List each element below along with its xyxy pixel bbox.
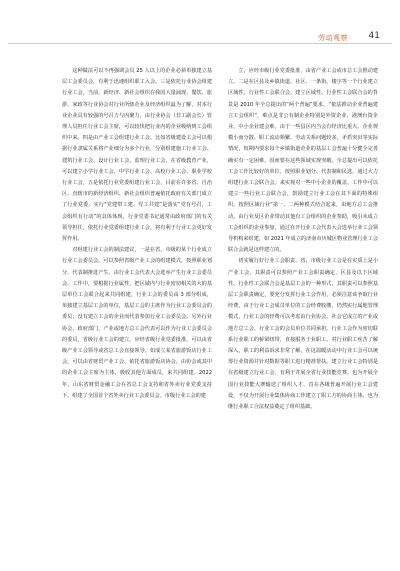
section-title: 劳动观察 — [318, 34, 348, 42]
paragraph: 对组建行业工会的制法建议，一是在省、市级的某个行业成立行业工会委员会。可以参照省级产业工会的组建模式，按照职业划分、代表制推选产生。由行业工会代表大会选举产生行业工会委员会。工作中，要根据行业属性，把区域内与行业密切相关的大的基层单位工会联合起来共同组建，行业工会的委员由 3 部分组成，单独建立基层工会的单位，基层工会的主席作为行业工会委员会的委员；没有建立工会的企业而代表参加行业工会委员会。另外行业协会、政府部门、产业或地方总工会代表可以作为行业工会委员会的委员，省级行业工会的建立，应经省级行业党委批准，可以由省级产业工会领导或省总工会直接领导。如成立某省旅游饭店行业工会，可以由省财贸产业工会、依托省旅游饭店协会，由协会或其中的企业工会主席为主体，吸收其他方面成员，来共同组建。2022 年，山东省财贸金融工会在省总工会支持和省外卖行业党委支持下，组建了全国首个省外卖行业工会委员会。市级行业工会的建 — [62, 247, 212, 399]
header-divider — [8, 43, 392, 44]
page-number: 41 — [368, 31, 380, 41]
left-column — [62, 66, 212, 402]
right-column — [228, 66, 378, 413]
paragraph: 立，应经市级行业党委批准，由省产业工会或市总工会推动建立。二是在区县及乡镇街道、社区、一条街、楼宇等一个行业建立区域性、行业性工会联合会。建立区域性、行业性工会联合会的背景是 2010 年全总提出的“两个普遍”要求，“依法推动企业普遍建立工会组织”，难点是非公有制企业特别是外资企业、港澳台资企业、中小企业建会难。由于一些县区内当会有经济比重大、企业规模小而分散、职工流动频繁、劳动关系问题较多，矛盾突出等实际情况，短期内要求每个乡镇街道企业的基层工会普遍十分健全完善确实有一定困难，因而要在这些领域实现突破，全总提出可以依托工会工作比较好的单位，按照职业划分、代表制和民选，通过大力组建行业工会联合会。来实现对一些中小企业的覆盖。工作中可以建立一些行业工会联合会，鼓励建立行业工会在其下面的特殊组织，按照区域行业“第一、二两种模式结合起来，由地方总工会推动。由行业及区企业带动其他有工会组织的企业参助，吸引未成立工会组织的企业参加，通过在开行业工会代表大会选举行业工会领导机构来组建，如 2021 年成立的济南市历城区物业管理行业工会联合会就是这样建立的。 — [228, 68, 379, 254]
paragraph: 这种做法可以不再强调会员 25 人以上的企业必须单独建立基层工会委员会，有利于迅速组织职工入会。三是依托行业协会组建行业工会。当前，新经济、新社会组织在我国大量涌现，餐饮、旅游、家政等行业协会对行业所辖企业及经济组织最为了解，对本行业企业具有较强的号召力与内聚力，由行业协会（非工副会长）管理人员担任行业工会主席，可以较快把行业内的企业吸纳到工会组织中来。四是由产业工会组建行业工会。比如省级建设工会可以根据行业隶属关系将产业细分为多个行业，分别组建施工行业工会、建筑行业工会、设计行业工会、监理行业工会，在省级教育产业，可以建立小学行业工会、中学行业工会、高校行业工会、职业学校行业工会，五是依托行业党委组建行业工会，目前在许多省、自治区、直辖市的新经济组织、新社会组织普遍依托政府有关部门成立了行业党委、实行“党建带工建、党工共建”是落实“党有号召，工会组织有行动”的具体体现，行业党委书记通常由政府部门的有关领导担任，依托行业党委组建行业工会，将有利于行业工会更好发挥作用。 — [62, 68, 212, 243]
paragraph: 切实履行好行业工会职责。省、市级行业工会是在实质上是小产业工会，其职责可以参照产业工会职责确定，区县及以下区域性、行业性工会联合会是基层工会的一种形式，其职责可以参照基层工会职责确定，要充分发挥行业工会作用，必须注意该争取行业经费，由于行业工会成员单位的工会经费收缴，仍然实行属地管理模式，行业工会的经费可以考虑由行业协会、社会它成立的产业或地方总工会、行业工会的会员单位共同承担。行业工会作为密切联系行业职工的桥梁纽带，直接服务于业职工、对行业职工疾苦了解深入，职工的利益诉求非常了解，在这温暖活动中行业工会可以统筹行业资源并针对数据等职工进行精准帮扶。建立行业工会特别是在省级建立行业工会，有利于并展全省行业技能竞赛，也为开展全国行业技能大赛输送了组织人才。首在各级普遍开展行业工会建设，不仅为开展行业集体协商工作建立了职工方的协商主体，也为继行业职工合法权益奠定了组织基础。 — [228, 258, 378, 411]
